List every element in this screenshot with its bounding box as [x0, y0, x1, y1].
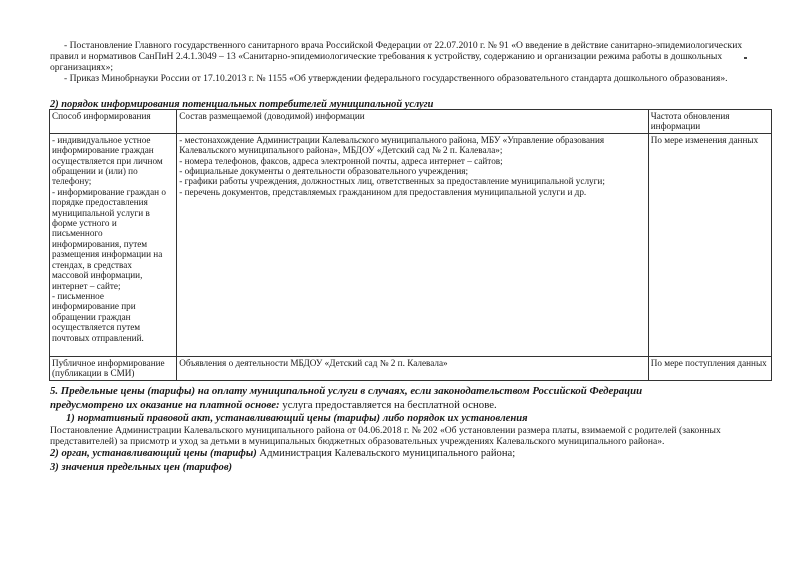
method-line: муниципальной услуги в — [52, 207, 150, 218]
subsection-1-text-line-1: Постановление Администрации Калевальского муниципального района от 04.06.2018 г. № 202 «Об установлении размера платы, взимаемой с родителей (законных — [50, 425, 721, 436]
subsection-2 — [50, 448, 515, 459]
section-5-title-rest: услуга предоставляется на бесплатной основе. — [279, 399, 497, 411]
content-line: - графики работы учреждения, должностных лиц, ответственных за предоставление муниципальной услуги; — [179, 176, 605, 187]
method-line: осуществляется путем — [52, 322, 141, 333]
table-header-row — [50, 110, 772, 134]
row1-frequency: По мере изменения данных — [648, 133, 771, 356]
row2-method — [50, 356, 177, 380]
method-line: обращении граждан — [52, 311, 131, 322]
intro-line-2: правил и нормативов СанПиН 2.4.1.3049 – 13 «Санитарно-эпидемиологические требования к устройству, содержанию и организации режима работы в дошкольных — [50, 51, 723, 62]
header-content: Состав размещаемой (доводимой) информации — [177, 110, 648, 134]
intro-line-4: - Приказ Минобрнауки России от 17.10.2013 г. № 1155 «Об утверждении федерального государственного образовательного стандарта дошкольного образования». — [64, 73, 728, 84]
method-line: Публичное информирование — [52, 357, 165, 368]
row2-frequency: По мере поступления данных — [648, 356, 771, 380]
method-line: - индивидуальное устное — [52, 134, 151, 145]
table-row — [50, 133, 772, 356]
scan-speck — [744, 57, 747, 59]
method-line: порядке предоставления — [52, 197, 148, 208]
method-line: информирования, путем — [52, 238, 148, 249]
intro-line-1: - Постановление Главного государственного санитарного врача Российской Федерации от 22.07.2010 г. № 91 «О введение в действие санитарно-эпидемиологических — [64, 40, 743, 51]
method-line: стендах, в средствах — [52, 259, 132, 270]
header-method: Способ информирования — [50, 110, 177, 134]
method-line: осуществляется при личном — [52, 155, 163, 166]
section-2-title: 2) порядок информирования потенциальных потребителей муниципальной услуги — [50, 99, 434, 110]
method-line: интернет – сайте; — [52, 280, 121, 291]
row1-method — [50, 133, 177, 356]
section-5-title-line-1: 5. Предельные цены (тарифы) на оплату муниципальной услуги в случаях, если законодательством Российской Федерации — [50, 385, 643, 397]
subsection-1-text-line-2: представителей) за присмотр и уход за детьми в муниципальных бюджетных образовательных учреждениях Калевальского муниципального района». — [50, 436, 665, 447]
method-line: размещения информации на — [52, 249, 163, 260]
content-line: - официальные документы о деятельности образовательного учреждения; — [179, 166, 469, 177]
method-line: форме устного и — [52, 218, 117, 229]
content-line: Калевальского муниципального района», МБДОУ «Детский сад № 2 п. Калевала»; — [179, 145, 503, 156]
row1-content — [177, 133, 648, 356]
method-line: телефону; — [52, 176, 92, 187]
subsection-2-title: 2) орган, устанавливающий цены (тарифы) — [50, 448, 257, 459]
method-line: (публикации в СМИ) — [52, 368, 135, 379]
subsection-1-title: 1) нормативный правовой акт, устанавливающий цены (тарифы) либо порядок их установления — [66, 413, 528, 424]
method-line: массовой информации, — [52, 270, 143, 281]
header-frequency: Частота обновления информации — [648, 110, 771, 134]
subsection-2-text: Администрация Калевальского муниципального района; — [256, 448, 516, 459]
row2-content: Объявления о деятельности МБДОУ «Детский сад № 2 п. Калевала» — [177, 356, 648, 380]
content-line: - перечень документов, представляемых гражданином для предоставления муниципальной услуги и др. — [179, 186, 587, 197]
content-line: - местонахождение Администрации Калевальского муниципального района, МБУ «Управление образования — [179, 134, 605, 145]
subsection-3-title: 3) значения предельных цен (тарифов) — [50, 462, 233, 473]
method-line: - письменное — [52, 290, 104, 301]
method-line: письменного — [52, 228, 103, 239]
section-5-title-bold: предусмотрено их оказание на платной основе: — [50, 399, 280, 411]
method-line: почтовых отправлений. — [52, 332, 144, 343]
method-line: информирование при — [52, 301, 136, 312]
information-table — [49, 109, 772, 381]
content-line: - номера телефонов, факсов, адреса электронной почты, адреса интернет – сайтов; — [179, 155, 503, 166]
section-5-title-line-2 — [50, 399, 497, 411]
table-row — [50, 356, 772, 380]
method-line: - информирование граждан о — [52, 186, 166, 197]
method-line: обращении и (или) по — [52, 166, 138, 177]
method-line: информирование граждан — [52, 145, 154, 156]
intro-line-3: организациях»; — [50, 62, 114, 73]
